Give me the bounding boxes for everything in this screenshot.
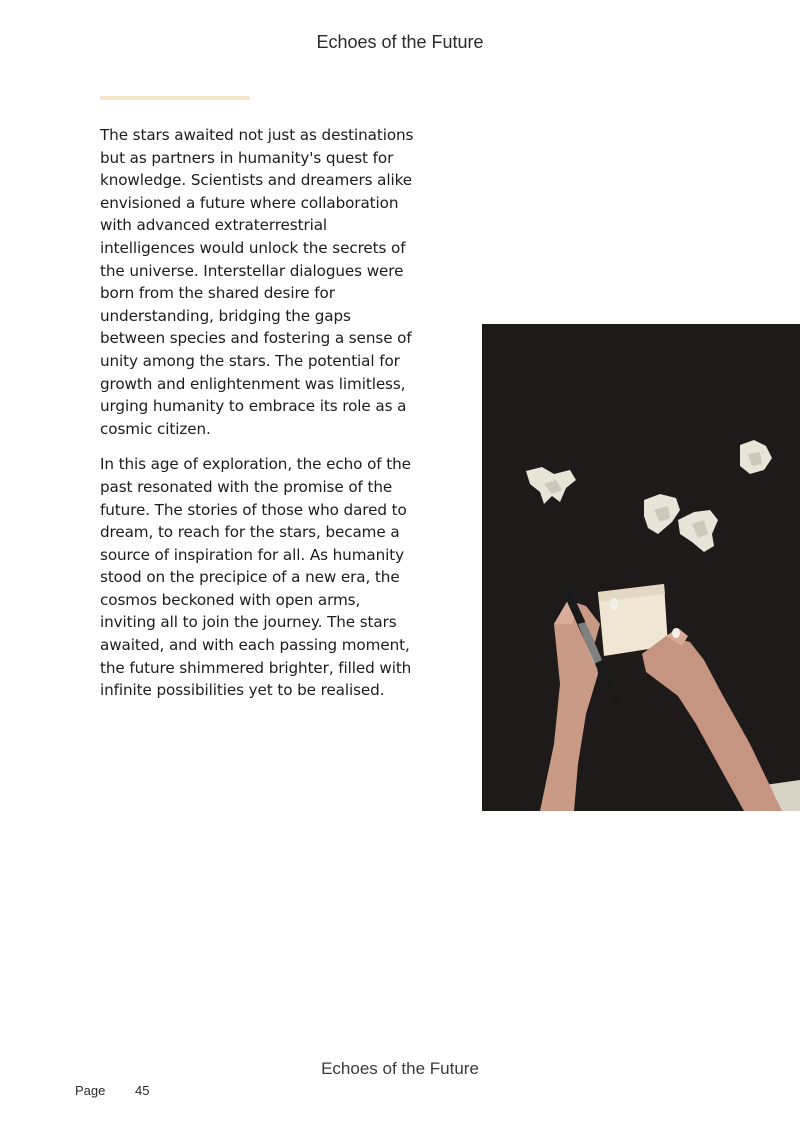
page-label: Page	[75, 1083, 106, 1098]
running-header-title: Echoes of the Future	[316, 32, 484, 52]
paragraph-1: The stars awaited not just as destinations but as partners in humanity's quest for knowledge. Scientists and dreamers alike envisioned a future where collaboration with advanced extraterrestrial intelligences would unlock the secrets of the universe. Interstellar dialogues were born from the shared desire for understanding, bridging the gaps between species and fostering a sense of unity among the stars. The potential for growth and enlightenment was limitless, urging humanity to embrace its role as a cosmic citizen.	[100, 126, 414, 438]
paragraph-2: In this age of exploration, the echo of the past resonated with the promise of the future. The stories of those who dared to dream, to reach for the stars, became a source of inspiration for all. As humanity stood on the precipice of a new era, the cosmos beckoned with open arms, inviting all to join the journey. The stars awaited, and with each passing moment, the future shimmered brighter, filled with infinite possibilities yet to be realised.	[100, 455, 412, 700]
photo-hands-with-note-and-marker	[482, 324, 800, 811]
body-text-column	[100, 124, 418, 715]
accent-divider	[100, 96, 250, 100]
page-number: 45	[135, 1083, 150, 1098]
running-footer-title: Echoes of the Future	[321, 1059, 479, 1078]
